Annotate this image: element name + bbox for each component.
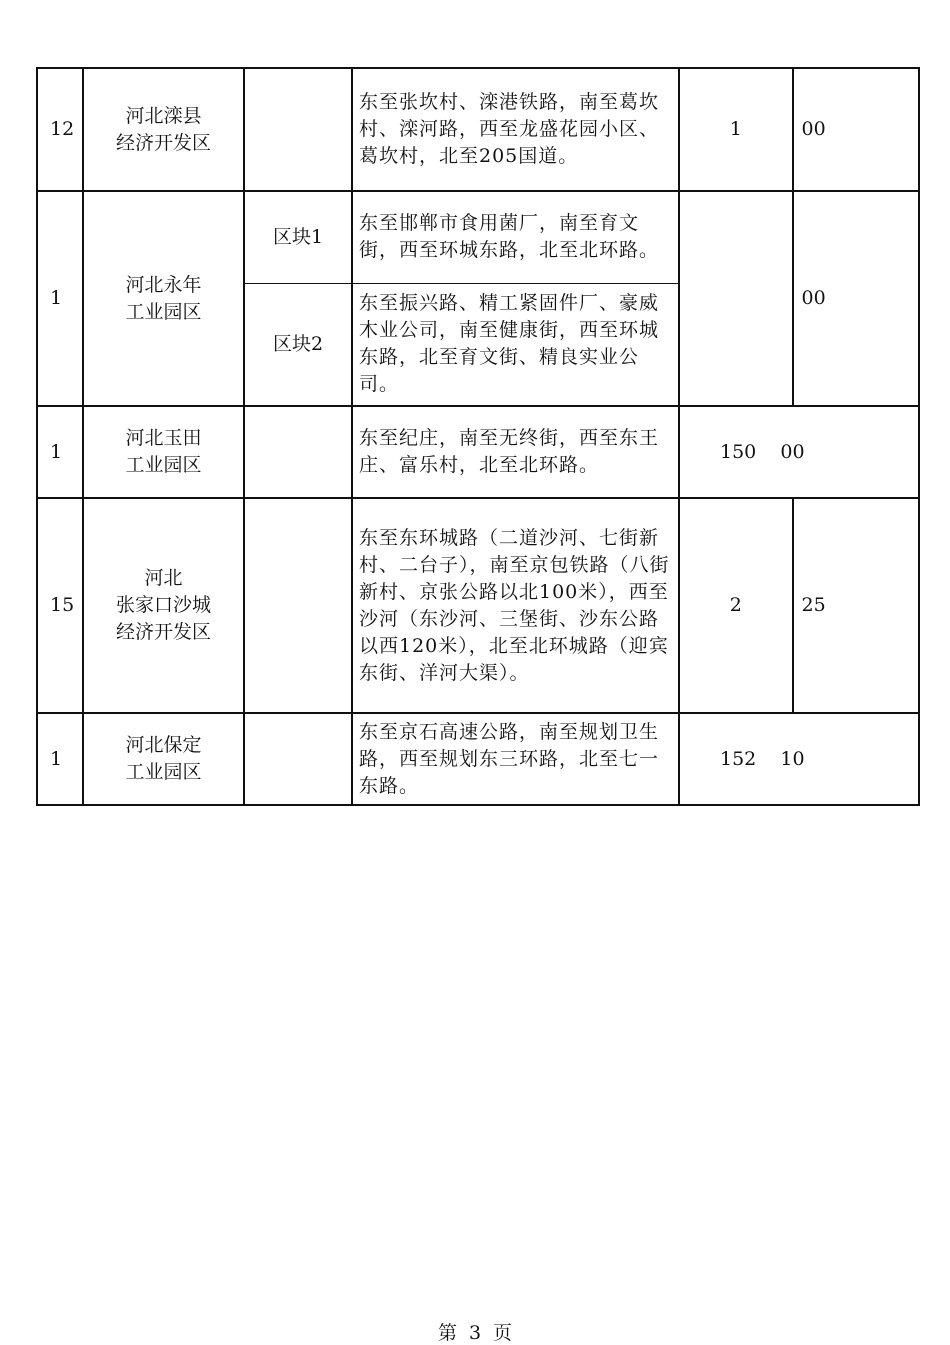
- page-footer: [0, 1318, 950, 1345]
- park-name: 河北保定 工业园区: [83, 713, 244, 805]
- area-value: [679, 191, 793, 406]
- table-row: [37, 498, 919, 713]
- block-label: [244, 406, 352, 498]
- block-label: [244, 68, 352, 191]
- row-number: 1: [37, 713, 83, 805]
- boundary-description: 东至张坎村、滦港铁路，南至葛坎村、滦河路，西至龙盛花园小区、葛坎村，北至205国道。: [352, 68, 679, 191]
- page-suffix: 页: [493, 1322, 513, 1344]
- row-number: 12: [37, 68, 83, 191]
- page-number: 3: [468, 1322, 482, 1344]
- area-value: 2: [679, 498, 793, 713]
- area-value: 152 1: [679, 713, 793, 805]
- table-row: [37, 191, 919, 283]
- extra-value: 00: [793, 191, 919, 406]
- block-label: [244, 713, 352, 805]
- block-label: 区块2: [244, 283, 352, 406]
- block-label: 区块1: [244, 191, 352, 283]
- row-number: 15: [37, 498, 83, 713]
- table-row: [37, 68, 919, 191]
- area-value: 1: [679, 68, 793, 191]
- boundary-description: 东至振兴路、精工紧固件厂、豪威木业公司，南至健康街，西至环城东路，北至育文街、精良实业公司。: [352, 283, 679, 406]
- boundary-description: 东至东环城路（二道沙河、七街新村、二台子），南至京包铁路（八街新村、京张公路以北100米），西至沙河（东沙河、三堡街、沙东公路以西120米），北至北环城路（迎宾东街、洋河大渠）。: [352, 498, 679, 713]
- block-label: [244, 498, 352, 713]
- row-number: 1: [37, 191, 83, 406]
- boundary-description: 东至邯郸市食用菌厂，南至育文街，西至环城东路，北至北环路。: [352, 191, 679, 283]
- park-name: 河北 张家口沙城 经济开发区: [83, 498, 244, 713]
- extra-value: 0: [793, 406, 919, 498]
- park-name: 河北永年 工业园区: [83, 191, 244, 406]
- extra-value: 0: [793, 713, 919, 805]
- area-value: 150 0: [679, 406, 793, 498]
- row-number: 1: [37, 406, 83, 498]
- boundary-description: 东至京石高速公路，南至规划卫生路，西至规划东三环路，北至七一东路。: [352, 713, 679, 805]
- extra-value: 00: [793, 68, 919, 191]
- table-row: [37, 713, 919, 805]
- industrial-parks-table: [36, 67, 920, 806]
- park-name: 河北玉田 工业园区: [83, 406, 244, 498]
- park-name: 河北滦县 经济开发区: [83, 68, 244, 191]
- table-row: [37, 406, 919, 498]
- boundary-description: 东至纪庄，南至无终街，西至东王庄、富乐村，北至北环路。: [352, 406, 679, 498]
- extra-value: 25: [793, 498, 919, 713]
- page-prefix: 第: [437, 1322, 457, 1344]
